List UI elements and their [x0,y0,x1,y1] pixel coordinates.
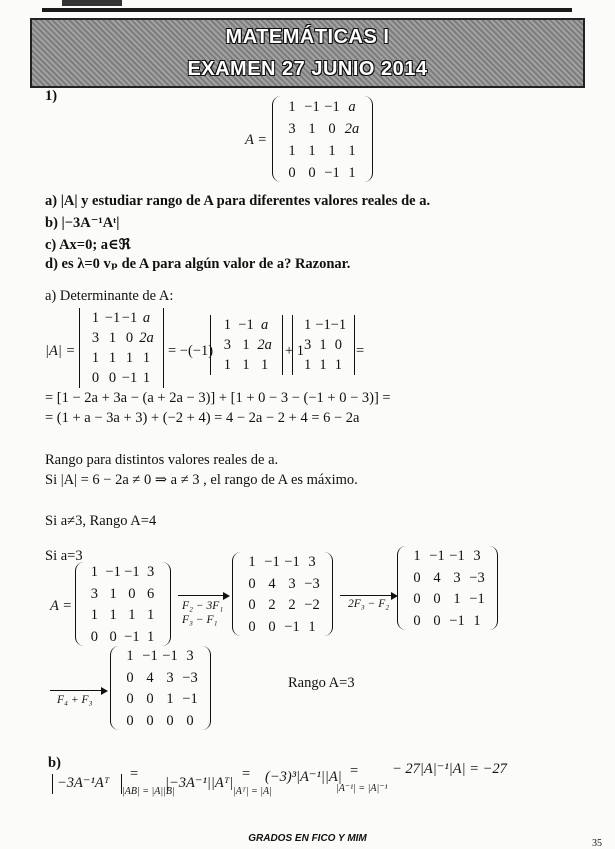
matrix-cell: −1 [121,309,138,326]
matrix-cell: 0 [433,612,441,629]
matrix-cell: −1 [469,591,485,608]
matrix-cell: 1 [91,349,100,366]
matrix-cell: 0 [248,597,256,614]
matrix-cell: 3 [166,669,174,686]
matrix-cell: 1 [108,349,117,366]
matrix-cell: 0 [128,585,136,602]
b-sub-2: |Aᵀ| = |A| [233,786,272,797]
bracket-left [292,315,293,375]
matrix-cell: 0 [109,628,117,645]
matrix-cell: 1 [147,628,155,645]
matrix-cell: 1 [334,356,342,373]
matrix-cell: a [348,98,356,115]
abs-bar-left [52,774,53,794]
bracket-right [324,552,333,636]
matrix-cell: −1 [162,648,178,665]
matrix-cell: a [142,309,151,326]
matrix-cell: 1 [147,607,155,624]
matrix-cell: 0 [334,336,342,353]
matrix-cell: −2 [304,597,320,614]
matrix-cell: 2a [139,329,154,346]
case-a-3: Si a=3 [45,548,83,564]
matrix-cell: 0 [126,712,134,729]
matrix-cell: 0 [288,164,296,181]
b-eq-1: = [130,766,139,782]
det-line-2: = [1 − 2a + 3a − (a + 2a − 3)] + [1 + 0 − 3 − (−1 + 0 − 3)] = [45,390,391,406]
bracket-left [110,646,119,730]
equals-sign: = [356,343,365,359]
matrix-cell: 1 [308,120,316,137]
matrix-step-4 [110,646,210,732]
b-result: − 27|A|⁻¹|A| = −27 [392,761,507,777]
question-a: a) |A| y estudiar rango de A para diferentes valores reales de a. [45,193,431,209]
matrix-cell: −3 [304,575,320,592]
b-sub-1: |AB| = |A||B| [122,786,175,797]
question-d: d) es λ=0 vₚ de A para algún valor de a? Razonar. [45,256,351,272]
matrix-cell: 0 [126,691,134,708]
matrix-cell: 0 [125,329,134,346]
minor-1 [208,315,284,375]
matrix-cell: 2a [257,336,272,353]
bracket-right [364,96,373,182]
b-mid-1: |−3A⁻¹||Aᵀ| [165,775,234,791]
matrix-cell: 1 [242,356,250,373]
matrix-cell: −1 [124,628,140,645]
bracket-right [162,562,171,646]
matrix-cell: 1 [328,142,336,159]
bracket-left [75,562,84,646]
matrix-cell: 1 [223,356,231,373]
matrix-cell: 1 [348,142,356,159]
exam-banner [30,18,585,88]
matrix-cell: 1 [142,349,151,366]
matrix-cell: −1 [124,564,140,581]
matrix-cell: 3 [453,569,461,586]
b-mid-2: (−3)³|A⁻¹||A| [265,769,342,785]
matrix-cell: 0 [413,569,421,586]
bracket-left [232,552,241,636]
rango-result: Rango A=3 [288,675,355,691]
b-lhs: −3A⁻¹Aᵀ [57,775,110,791]
determinant-a [77,308,165,388]
matrix-cell: −1 [182,691,198,708]
bracket-left [272,96,281,182]
matrix-cell: 0 [328,120,336,137]
matrix-cell: 1 [242,336,250,353]
op-3: F₄ + F₃ [57,694,93,706]
matrix-cell: 2a [344,120,360,137]
b-eq-2: = [242,766,251,782]
bracket-left [210,315,211,375]
matrix-cell: 0 [126,669,134,686]
matrix-cell: 1 [288,98,296,115]
plus-one: + 1 [285,343,305,359]
matrix-cell: 2 [268,597,276,614]
matrix-cell: 0 [413,612,421,629]
matrix-cell: 0 [91,369,100,386]
page-number: 35 [592,838,602,849]
rango-heading: Rango para distintos valores reales de a. [45,452,279,468]
arrow-3 [50,690,106,691]
matrix-cell: 1 [304,356,312,373]
matrix-cell: −1 [284,618,300,635]
matrix-step-3 [397,546,497,632]
matrix-cell: 1 [109,607,117,624]
matrix-cell: 3 [90,585,98,602]
matrix-cell: −3 [182,669,198,686]
matrix-cell: 1 [126,648,134,665]
b-eq-3: = [350,763,359,779]
matrix-cell: −1 [330,316,347,333]
matrix-a-label: A = [245,132,268,148]
arrow-2 [340,595,396,596]
bracket-right [489,546,498,630]
question-b: b) |−3A⁻¹Aᵗ| [45,215,120,231]
a3-label: A = [50,598,73,614]
matrix-cell: 3 [147,564,155,581]
det-label: |A| = [45,343,76,359]
matrix-cell: 0 [248,618,256,635]
matrix-cell: 0 [146,712,154,729]
matrix-cell: 1 [128,607,136,624]
matrix-cell: 3 [304,336,312,353]
matrix-cell: 1 [223,316,231,333]
matrix-cell: −1 [304,98,320,115]
matrix-cell: 1 [319,356,327,373]
bracket-right [163,308,164,388]
matrix-cell: −1 [324,164,340,181]
matrix-cell: 4 [268,575,276,592]
matrix-cell: 4 [146,669,154,686]
matrix-a3 [75,562,170,648]
case-a-not-3: Si a≠3, Rango A=4 [45,513,157,529]
matrix-cell: 1 [473,612,481,629]
minor-2 [290,315,356,375]
matrix-cell: 3 [288,120,296,137]
matrix-cell: 1 [348,164,356,181]
banner-subtitle: EXAMEN 27 JUNIO 2014 [187,58,428,80]
matrix-cell: 3 [91,329,100,346]
matrix-cell: 1 [319,336,327,353]
matrix-cell: 6 [147,585,155,602]
scan-mark [62,0,122,6]
matrix-cell: 1 [308,142,316,159]
matrix-cell: −1 [142,648,158,665]
matrix-cell: 1 [90,607,98,624]
matrix-cell: 1 [90,564,98,581]
b-sub-3: |A⁻¹| = |A|⁻¹ [336,783,388,794]
matrix-step-2 [232,552,332,638]
matrix-cell: 0 [146,691,154,708]
bracket-right [282,315,283,375]
matrix-cell: 1 [109,585,117,602]
matrix-cell: −1 [324,98,340,115]
matrix-cell: 0 [413,591,421,608]
expansion-sign: = −(−1) [168,343,214,359]
matrix-cell: −1 [105,564,121,581]
matrix-cell: a [261,316,269,333]
op-1-top: F₂ − 3F₁ [182,600,224,612]
op-1-bottom: F₃ − F₁ [182,614,218,626]
matrix-cell: 4 [433,569,441,586]
matrix-cell: −1 [284,554,300,571]
bracket-left [397,546,406,630]
matrix-cell: 3 [308,554,316,571]
matrix-cell: −1 [429,548,445,565]
bracket-right [354,315,355,375]
solution-b-label: b) [48,755,61,771]
bracket-left [79,308,80,388]
matrix-cell: 0 [90,628,98,645]
matrix-cell: 0 [268,618,276,635]
matrix-cell: −1 [121,369,138,386]
matrix-cell: 0 [186,712,194,729]
matrix-cell: −1 [315,316,331,333]
matrix-cell: −1 [238,316,254,333]
matrix-cell: 1 [108,329,117,346]
bracket-right [202,646,211,730]
matrix-cell: 1 [91,309,100,326]
top-rule [42,8,572,12]
matrix-cell: 1 [308,618,316,635]
matrix-cell: 3 [186,648,194,665]
matrix-cell: 3 [288,575,296,592]
matrix-cell: 0 [166,712,174,729]
solution-a-heading: a) Determinante de A: [45,288,174,304]
matrix-cell: 1 [288,142,296,159]
op-2: 2F₃ − F₂ [348,598,390,610]
matrix-cell: 3 [223,336,231,353]
matrix-cell: 0 [248,575,256,592]
matrix-cell: 1 [413,548,421,565]
matrix-cell: 1 [125,349,134,366]
matrix-cell: 0 [308,164,316,181]
matrix-cell: 1 [304,316,312,333]
matrix-cell: 0 [433,591,441,608]
matrix-cell: −1 [264,554,280,571]
footer: GRADOS EN FICO Y MIM [248,833,367,844]
matrix-cell: 1 [261,356,269,373]
matrix-cell: −3 [469,569,485,586]
matrix-cell: 2 [288,597,296,614]
problem-number: 1) [45,88,58,104]
rango-line: Si |A| = 6 − 2a ≠ 0 ⇒ a ≠ 3 , el rango de A es máximo. [45,472,358,488]
matrix-cell: 1 [166,691,174,708]
matrix-cell: 1 [453,591,461,608]
det-line-3: = (1 + a − 3a + 3) + (−2 + 4) = 4 − 2a − 2 + 4 = 6 − 2a [45,410,360,426]
matrix-cell: −1 [449,548,465,565]
banner-title: MATEMÁTICAS I [225,26,390,48]
matrix-cell: 0 [108,369,117,386]
matrix-cell: −1 [449,612,465,629]
matrix-cell: 3 [473,548,481,565]
matrix-cell: 1 [142,369,151,386]
matrix-a [272,96,372,184]
matrix-cell: 1 [248,554,256,571]
question-c: c) Ax=0; a∈ℜ [45,237,131,253]
matrix-cell: −1 [104,309,121,326]
arrow-1 [178,595,228,596]
